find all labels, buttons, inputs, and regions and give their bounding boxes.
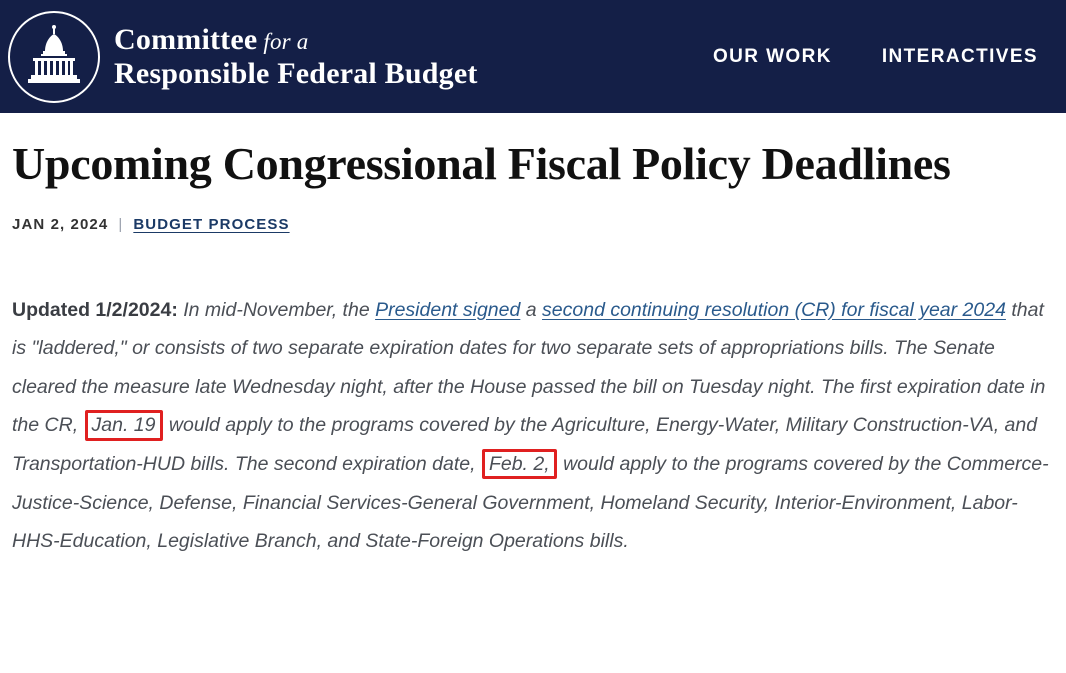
body-text-3: that is "laddered," or consists of two separate expiration dates for two separate sets of appropriations bills. The Senate cleared the measure late Wednesday night, after the House passed the bill on Tuesday night. The first expiration date in the CR,: [12, 298, 1046, 437]
site-brand[interactable]: [8, 11, 478, 103]
article-meta: [12, 216, 1054, 233]
category-link-budget-process[interactable]: BUDGET PROCESS: [133, 215, 290, 233]
brand-text: [114, 23, 478, 90]
body-text-2: a: [520, 298, 543, 321]
meta-separator: |: [118, 215, 124, 233]
highlight-feb-2: Feb. 2,: [482, 449, 557, 479]
site-header: [0, 0, 1066, 113]
publish-date: JAN 2, 2024: [12, 215, 109, 233]
body-text-1: In mid-November, the: [177, 298, 376, 321]
highlight-jan-19: Jan. 19: [85, 410, 163, 440]
article: [0, 113, 1066, 561]
brand-line-1: [114, 23, 478, 57]
body-text-4: would apply to the programs covered by the Agriculture, Energy-Water, Military Construction-VA, and Transportation-HUD bills. The second expiration date,: [12, 414, 1038, 476]
link-second-cr[interactable]: second continuing resolution (CR) for fiscal year 2024: [542, 298, 1006, 321]
main-nav: [713, 46, 1038, 68]
link-president-signed[interactable]: President signed: [375, 298, 521, 321]
page-title: Upcoming Congressional Fiscal Policy Deadlines: [12, 138, 951, 189]
body-text-5: would apply to the programs covered by the Commerce-Justice-Science, Defense, Financial Services-General Government, Homeland Security, Interior-Environment, Labor-HHS-Education, Legislative Branch, and State-Foreign Operations bills.: [12, 453, 1049, 553]
brand-word-committee: Committee: [114, 22, 258, 56]
capitol-dome-icon: [8, 11, 100, 103]
update-label: Updated 1/2/2024:: [12, 298, 178, 321]
article-body: [12, 291, 1054, 561]
nav-our-work[interactable]: OUR WORK: [712, 45, 832, 67]
nav-interactives[interactable]: INTERACTIVES: [881, 45, 1038, 67]
brand-line-2: Responsible Federal Budget: [114, 56, 478, 90]
brand-word-for-a: for a: [263, 28, 309, 54]
